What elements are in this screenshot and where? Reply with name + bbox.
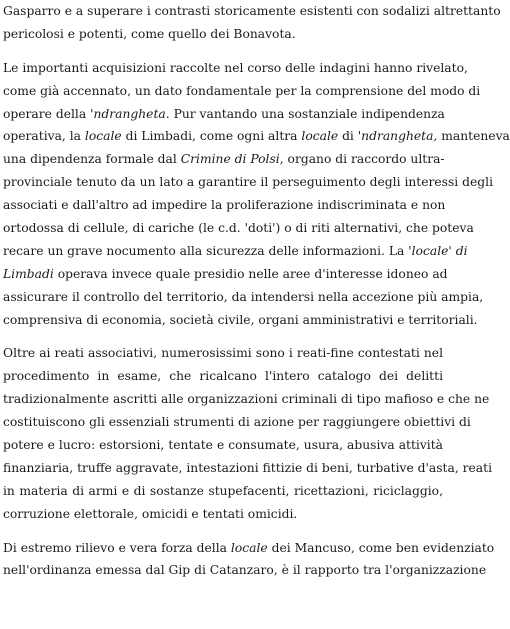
text-run: ortodossa di cellule, di cariche (le c.d. 'doti') o di riti alternativi, che poteva bbox=[3, 221, 474, 236]
text-run: operativa, la bbox=[3, 129, 85, 144]
italic-text: Crimine di Polsi bbox=[180, 152, 280, 167]
italic-text: 'ndrangheta, bbox=[357, 129, 438, 144]
text-line bbox=[3, 342, 443, 365]
text-run: finanziaria, truffe aggravate, intestazioni fittizie di beni, turbative d'asta, reati bbox=[3, 460, 493, 475]
text-run: associati e dall'altro ad impedire la proliferazione indiscriminata e non bbox=[3, 198, 446, 213]
paragraph-gap bbox=[3, 46, 443, 57]
text-run: operava invece quale presidio nelle aree d'interesse idoneo ad bbox=[53, 266, 448, 281]
text-run: una dipendenza formale dal bbox=[3, 152, 181, 167]
text-line bbox=[3, 148, 443, 171]
text-line bbox=[3, 80, 481, 103]
text-line bbox=[3, 309, 478, 332]
text-run: costituiscono gli essenziali strumenti di azione per raggiungere obiettivi di bbox=[3, 415, 471, 430]
paragraph bbox=[3, 537, 495, 583]
document-page bbox=[3, 0, 510, 582]
text-run: di Limbadi, come ogni altra bbox=[121, 129, 302, 144]
text-line bbox=[3, 57, 468, 80]
text-run: Gasparro e a superare i contrasti storicamente esistenti con sodalizi altrettanto bbox=[3, 4, 501, 18]
paragraph bbox=[3, 342, 493, 525]
text-line bbox=[3, 125, 510, 148]
italic-text: locale bbox=[230, 540, 268, 555]
text-run: dei Mancuso, come ben evidenziato bbox=[267, 540, 495, 555]
text-line bbox=[3, 240, 468, 263]
text-line bbox=[3, 457, 493, 480]
text-run: pericolosi e potenti, come quello dei Bonavota. bbox=[3, 26, 296, 41]
italic-text: 'ndrangheta bbox=[90, 106, 166, 121]
text-line bbox=[3, 559, 487, 582]
text-line bbox=[3, 194, 446, 217]
text-line bbox=[3, 503, 443, 526]
text-line bbox=[3, 434, 443, 457]
text-run: recare un grave nocumento alla sicurezza delle informazioni. La bbox=[3, 243, 409, 258]
italic-text: Limbadi bbox=[3, 266, 54, 281]
italic-text: locale bbox=[84, 129, 122, 144]
paragraph-gap bbox=[3, 331, 443, 342]
text-run: nell'ordinanza emessa dal Gip di Catanzaro, è il rapporto tra l'organizzazione bbox=[3, 563, 487, 578]
text-run: in materia di armi e di sostanze stupefacenti, ricettazioni, riciclaggio, bbox=[3, 483, 443, 498]
text-run: , organo di raccordo ultra- bbox=[279, 152, 445, 167]
text-line bbox=[3, 171, 494, 194]
text-run: tradizionalmente ascritti alle organizzazioni criminali di tipo mafioso e che ne bbox=[3, 392, 490, 407]
text-run: . Pur vantando una sostanziale indipendenza bbox=[165, 106, 445, 121]
paragraph bbox=[3, 57, 510, 332]
text-run: di bbox=[338, 129, 358, 144]
text-line bbox=[3, 263, 448, 286]
text-line bbox=[3, 537, 495, 560]
italic-text: locale bbox=[301, 129, 339, 144]
text-run: come già accennato, un dato fondamentale per la comprensione del modo di bbox=[3, 83, 481, 98]
text-run: potere e lucro: estorsioni, tentate e consumate, usura, abusiva attività bbox=[3, 438, 443, 453]
text-run: Di estremo rilievo e vera forza della bbox=[3, 540, 231, 555]
text-line bbox=[3, 0, 501, 23]
text-run: provinciale tenuto da un lato a garantire il perseguimento degli interessi degli bbox=[3, 175, 494, 190]
italic-text: 'locale' di bbox=[408, 243, 468, 258]
text-line bbox=[3, 388, 490, 411]
text-run: operare della bbox=[3, 106, 91, 121]
text-line bbox=[3, 286, 484, 309]
paragraph bbox=[3, 0, 501, 46]
text-run: assicurare il controllo del territorio, da intendersi nella accezione più ampia, bbox=[3, 289, 484, 304]
text-line bbox=[3, 217, 474, 240]
text-line bbox=[3, 23, 443, 46]
text-run: Le importanti acquisizioni raccolte nel corso delle indagini hanno rivelato, bbox=[3, 60, 468, 75]
text-run: procedimento in esame, che ricalcano l'intero catalogo dei delitti bbox=[3, 369, 443, 384]
text-line bbox=[3, 103, 443, 126]
text-run: Oltre ai reati associativi, numerosissimi sono i reati-fine contestati nel bbox=[3, 346, 443, 361]
paragraph-gap bbox=[3, 526, 443, 537]
text-run: manteneva bbox=[437, 129, 510, 144]
text-line bbox=[3, 365, 443, 388]
text-line bbox=[3, 480, 443, 503]
text-run: corruzione elettorale, omicidi e tentati omicidi. bbox=[3, 506, 298, 521]
text-line bbox=[3, 411, 471, 434]
text-run: comprensiva di economia, società civile, organi amministrativi e territoriali. bbox=[3, 312, 478, 327]
